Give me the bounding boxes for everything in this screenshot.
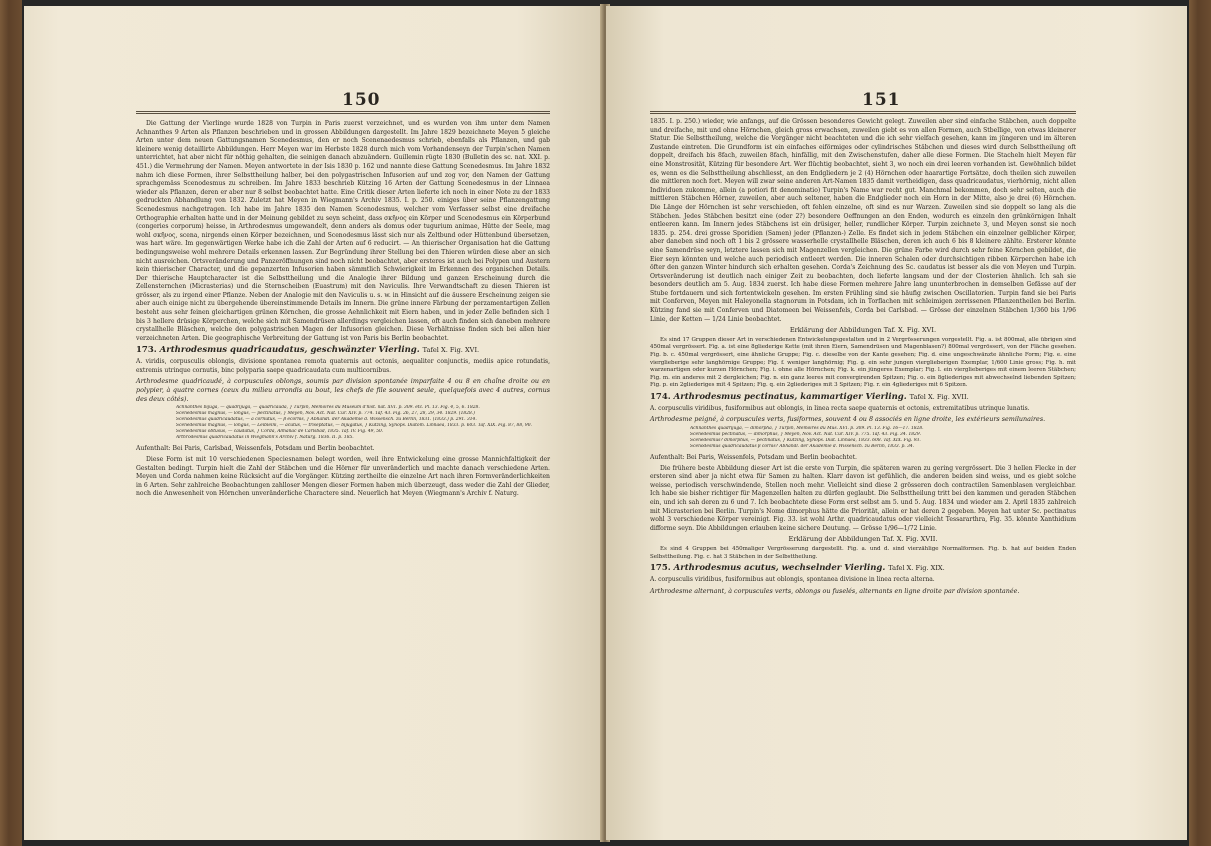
species-body-text: Die frühere beste Abbildung dieser Art ist die erste von Turpin, die späteren waren zu gering vergrössert. Die 3 hellen Flecke in der ersteren sind aber ja nicht etwa für Samen zu halten. Klarr davon ist gefühlich, die anderen beiden sind weiss, und es giebt solche weisse, periodisch verschwindende, Stellen noch mehr. Vielleicht sind diese 2 grösseren doch contractilen Samenblasen vergleichbar. Ich habe sie bisher richtiger für Magenzellen halten zu dürfen geglaubt. Die Selbsttheilung tritt bei den kammen und geraden Stäbchen ein, und ich sah deren zu 6 und 7. Ich beobachtete diese Form erst selbst am 5. und 5. Aug. 1834 und wieder am 2. April 1835 zahlreich mit Micrasterien bei Berlin. Turpin's Nome dimorphus hätte die Priorität, allein er hat deren 2 gegeben. Meyen hat unter Sc. pectinatus wohl 3 verschiedene Körper vereinigt. Fig. 33. ist wohl Arthr. quadricaudatus oder vielleicht Tessararthra, Fig. 35. könnte Xanthidium difforme seyn. Die Abbildungen erlauben keine sichere Deutung. — Grösse 1/96—1/72 Linie.: [650, 464, 1076, 532]
left-text-column: [136, 120, 550, 501]
page-number-left: 150: [342, 90, 381, 110]
species-heading-175: [650, 563, 1076, 574]
header-rule-left: [136, 111, 550, 112]
book-cover-right-edge: [1189, 0, 1211, 846]
species-body-text: Diese Form ist mit 10 verschiedenen Speciesnamen belegt worden, weil ihre Entwickelung eine grosse Mannichfaltigkeit der Gestalten bedingt. Turpin hielt die Zahl der Stäbchen und die Hörner für unveränderlich und machte danach verschiedene Arten. Meyen und Corda nahmen keine Rücksicht auf die Vorgänger. Kützing zertheilte die einzelne Art nach ihren Formveränderlichkeiten in 6 Arten. Sehr zahlreiche Beobachtungen zahlloser Mengen dieser Formen haben mich überzeugt, dass weder die Zahl der Glieder, noch die Anwesenheit von Hörnchen unveränderliche Charactere sind. Neuerlich hat Meyen (Wiegmann's Archiv f. Naturg.: [136, 456, 550, 498]
synonym-line: Scenodesmus quadricaudatus, — a cornutus, — β ecornis, } Abhandl. der Akademie d. Wissensch. zu Berlin, 1831. (1833.) p. 291. 314.: [176, 417, 477, 423]
synonym-line: Scenedesmus obtusus, — caudatus, } Corda, Almanac de Carlsbad, 1835. Taf. IV. Fig. 49, 50.: [176, 429, 384, 435]
species-name: Arthrodesmus pectinatus, kammartiger Vierling.: [673, 392, 907, 402]
right-text-column: [650, 118, 1076, 597]
habitat-note: Aufenthalt: Bei Paris, Weissenfels, Potsdam und Berlin beobachtet.: [650, 454, 857, 462]
latin-diagnosis: A. corpusculis viridibus, fusiformibus aut oblongis, spontanea divisione in linea recta alterna.: [650, 576, 935, 584]
page-number-right: 151: [862, 90, 901, 110]
synonym-line: Scenedesmus pectinatus, — dimorphus, } Meyen, Nov. Act. Nat. Cur. XIV. p. 775. Taf. 43. Fig. 34. 1829.: [690, 432, 922, 438]
intro-paragraph: Die Gattung der Vierlinge wurde 1828 von Turpin in Paris zuerst verzeichnet, und es wurden von ihm unter dem Namen Achnanthes 9 Arten als Pflanzen beschrieben und in grossen Abbildungen dargestellt. Im Jahre 1829 bezeichnete Meyen 5 gleiche Arten unter dem neuen Gattungsnamen Scenedesmus, den er noch Scenenaedesmus schrieb, ebenfalls als Pflanzen, und gab kleinere wenig detaillirte Abbildungen. Herr Meyen war im Herbste 1828 durch mich vom Vorhandenseyn der Turpin'schen Namen unterrichtet, hat aber nicht für nöthig gehalten, die seinigen danach abzuändern. Guillemin rügte 1830 (Bulletin des sc. nat. XXI. p. 451.) die Vermehrung der Namen. Meyen antwortete in der Isis 1830 p. 162 und nannte diese Gattung Scenedesmus. Im Jahre 1832 nahm ich diese Formen, ihrer Selbsttheilung halber, bei den polygastrischen Infusorien auf und zog vor, den Namen der Gattung sprachgemäss Scenodesmus zu schreiben. Im Jahre 1833 beschrieb Kützing 16 Arten der Gattung Scenedesmus in der Linnaea wieder als Pflanzen, deren er aber nur 8 selbst beobachtet hatte. Eine Critik dieser Arten lieferte ich noch in einer Note zu der 1833 gedruckten Abhandlung von 1832. Zuletzt hat Meyen in Wiegmann's Archiv 1835. I. p. 250. einiges über seine Pflanzengattung Scenedesmus nachgetragen. Ich habe im Jahre 1835 den Namen Scenodesmus, welcher vom Verfasser selbst eine dreifache Orthographie erhalten hatte und in der Meinung gebildet zu seyn scheint, dass σκῆνος ein Körper und Scenodesmus ein Körperbund (congeries corporum) heisse, in Arthrodesmus umgewandelt, denn anders als domus oder tugurium animae, Hütte der Seele, mag wohl σκῆνος, scena, nirgends einen Körper bezeichnen, und Scenodesmus lässt sich nur als Zeltbund oder Hüttenbund übersetzen, was hart wäre. Im gegenwärtigen Werke habe ich die Zahl der Arten auf 6 reducirt. — An thierischer Organisation hat die Gattung bedingungsweise wohl mehrere Details erkennen lassen. Zur Begründung ihrer Stellung bei den Thieren würden diese aber an sich nicht ausreichen. Ortsveränderung und Panzeröffnungen sind noch nicht beobachtet, aber ersteres ist auch bei Polypen und Austern kein thierischer Character, und die gepanzerten Infusorien haben sämmtlich Schwierigkeit im Erkennen des organischen Details. Der thierische Hauptcharacter ist die Selbsttheilung und die Analogie ihrer Bildung und ganzen Erscheinung durch die Zellensternchen (Micrasterias) und die Sternscheiben (Euastrum) mit den Naviculis. Ihre Verwandtschaft zu diesen Thieren ist grösser, als zu irgend einer Pflanze. Neben der Analogie mit den Naviculis u. s. w. in Hinsicht auf die äussere Erscheinung zeigen sie aber auch einige nicht zu übergehende übereinstimmende Details im Innern. Die grüne innere Färbung der perzamentartigen Zellen besteht aus sehr feinen gleichartigen grünen Körnchen, die grosse Aehnlichkeit mit Eiern haben, und in jeder Zelle befinden sich 1 bis 3 hellere drüsige Körperchen, welche sich mit Samendrüsen allerdings vergleichen lassen, oft auch finden sich daneben mehrere crystallhelle Bläschen, welche den polygastrischen Magen der Infusorien gleichen. Diese Verhältnisse finden sich bei allen hier verzeichneten Arten. Die geographische Verbreitung der Gattung ist von Paris bis Berlin beobachtet.: [136, 120, 550, 342]
latin-diagnosis: A. viridis, corpusculis oblongis, divisione spontanea remota quaternis aut octonis, aequaliter conjunctis, mediis apice rotundatis, extremis utrinque cornutis, binc polyparia saepe quadricaudata cum multicornibus.: [136, 358, 550, 374]
species-heading-174: [650, 392, 1076, 403]
synonym-line: Achnanthes bijuga, — quadrijuga, — quadricauda, } Turpin, Mémoires du Muséum d'hist. nat. XVI. p. 309. etc. Pl. 13. Fig. 4, 5, 6. 1828.: [176, 405, 480, 411]
book-cover-left-edge: [0, 0, 22, 846]
plate-reference: Tafel X. Fig. XVII.: [909, 393, 969, 401]
right-page: [606, 6, 1187, 840]
explanation-text-xvi: Es sind 17 Gruppen dieser Art in verschiedenen Entwickelungsgestalten und in 2 Vergrösserungen vorgestellt. Fig. a. ist 800mal, alle übrigen sind 450mal vergrössert. Fig. a. ist eine 8gliederige Kette (mit ihren Eiern, Samendrüsen und Magenblasen?) 800mal vergrössert, von der Fläche gesehen. Fig. b. c. 450mal vergrössert, eine ähnliche Gruppe; Fig. c. dieselbe von der Kante gesehen; Fig. d. eine ungeschwänzte ähnliche Form; Fig. e. eine vierglieberige sehr langhörnige Gruppe; Fig. f. weniger langhörnig; Fig. g. ein sehr jungen vierglieberigen Exemplar, 1/600 Linie gross; Fig. h. mit warzenartigen oder kurzen Hörnchen; Fig. i. ohne alle Hörnchen; Fig. k. ein jüngeres Exemplar; Fig. l. ein vierglieberiges mit einem leeren Stäbchen; Fig. m. ein anderes mit 2 dergleichen; Fig. n. ein ganz leeres mit convergirenden Spitzen; Fig. o. ein 8gliederiges mit abwechselnd liebenden Spitzen; Fig. p. ein 2gliederiges mit 4 Spitzen; Fig. q. ein 2gliederiges mit 3 Spitzen; Fig. r. ein 4gliederiges mit 6 Spitzen.: [650, 336, 1076, 389]
species-heading-173: [136, 345, 550, 356]
header-rule-right: [650, 111, 1076, 112]
species-name: Arthrodesmus quadricaudatus, geschwänzter Vierling.: [159, 345, 420, 356]
french-description: Arthrodesme alternant, à corpuscules verts, oblongs ou fuselés, alternants en ligne droite par division spontanée.: [650, 586, 1020, 595]
synonym-line: Achnanthes quadrijuga, — dimorpha, } Turpin, Mémoires du Mus. XVI. p. 309. Pl. 13. Fig. 16—17. 1828.: [690, 426, 924, 432]
french-description: Arthrodesme peigné, à corpuscules verts, fusiformes, souvent 4 ou 8 associés en ligne droite, les extérieurs semilunaires.: [650, 415, 1046, 424]
explanation-text-xvii: Es sind 4 Gruppen bei 450maliger Vergrösserung dargestellt. Fig. a. und d. sind vierzählige Normalformen. Fig. b. hat auf beiden Enden Selbsttheilung. Fig. c. hat 3 Stäbchen in der Selbsttheilung.: [650, 546, 1076, 560]
explanation-heading-xvi: Erklärung der Abbildungen Taf. X. Fig. XVI.: [789, 326, 937, 335]
synonym-list: [176, 405, 550, 441]
synonym-line: Scenedesmus magnus, — longus, — Leibleini, — acutus, — triseptatus, — bijugatus, } Kützing, Synops. Diatom. Linnaea, 1833. p. 603. Taf. XIX. Fig. 87, 88, 90.: [176, 423, 532, 429]
synonym-line: Arthrodesmus quadricaudatus in Wiegmann's Archiv f. Naturg. 1836. II. p. 185.: [176, 435, 354, 441]
habitat-note: Aufenthalt: Bei Paris, Carlsbad, Weissenfels, Potsdam und Berlin beobachtet.: [136, 445, 375, 453]
plate-reference: Tafel X. Fig. XIX.: [888, 564, 945, 573]
left-page: [24, 6, 604, 840]
plate-reference: Tafel X. Fig. XVI.: [422, 346, 480, 355]
species-number: 175.: [650, 563, 671, 574]
species-name: Arthrodesmus acutus, wechselnder Vierling.: [673, 563, 886, 574]
header-rule-left-double: [136, 113, 550, 114]
continuation-paragraph: 1835. I. p. 250.) wieder, wie anfangs, auf die Grössen besonderes Gewicht gelegt. Zuweilen aber sind einfache Stäbchen, auch doppelte und dreifache, mit und ohne Hörnchen, gleich gross erwachsen, zuweilen giebt es von allen Formen, auch Stbellige, von etwas kleinerer Statur. Die Selbsttheilung, welche die Vorgänger nicht beachteten und die ich sehr vielfach gesehen, kann im jüngeren und im älteren Zustande eintreten. Die Grundform ist ein einfaches eiförmiges oder cylindrisches Stäbchen und dieses wird durch Selbsttheilung oft doppelt, dreifach bis 8fach, zuweilen 8fach, hinfällig, mit den Zwischenstufen, daher alle diese Formen. Die Stacheln hielt Meyen für eine Monstrosität, Kützing für besondere Art. Wer flüchtig beobachtet, sieht 3, wo noch ein drei leeren vorhanden ist. Gewöhnlich bildet es, wenn es die Selbsttheilung abschliesst, an den Endgliedern je 2 (4) Hörnchen oder haarartige Fortsätze, doch theilen sich zuweilen die mittleren noch fort. Meyen will zwar seine anderen Art-Namen 1835 damit vertheidigen, dass quadricaudatus, vierhörnig, nicht allen Individuen zukomme, allein (a potiori fit denominatio) Turpin's Name war recht gut. Manchmal bekommen, doch sehr selten, auch die mittleren Stäbchen Hörner, zuweilen, aber auch seltener, haben die Endglieder noch ein Horn in der Mitte, also je drei (6) Hörnchen. Die Länge der Hörnchen ist sehr verschieden, oft fehlen einzelne, oft sind es nur Warzen. Zuweilen sind sie doppelt so lang als die Stäbchen. Jedes Stäbchen besitzt eine (oder 2?) besondere Oeffnungen an den Enden, wodurch es einzeln den grünkörnigen Inhalt entleeren kann. Im Innern jedes Stäbchens ist ein drüsiger, heller, rundlicher Körper. Turpin zeichnete 3, und Meyen sonst sie noch 1835. p. 254. drei grosse Sporidien (Samen) jeder (Pflanzen-) Zelle. Es findet sich in jedem Stäbchen ein einzelner gelblicher Körper, aber daneben sind noch oft 1 bis 2 grössere wasserhelle crystallhelle Bläschen, deren ich auch 6 bis 8 kleinere zählte. Ersterer könnte eine Samendrüse seyn, letztere lassen sich mit Magenzellen vergleichen. Die grüne Farbe wird durch sehr feine Körnchen gebildet, die Eier seyn könnten und welche auch periodisch entleert werden. Die inneren Schalen oder durchsichtigen ribben Körperchen habe ich öfter den ganzen Winter hindurch sich erhalten gesehen. Corda's Zeichnung des Sc. caudatus ist besser als die von Meyen und Turpin. Ortsveränderung ist deutlich nach einiger Zeit zu beobachten, doch lieferte langsam und der der Closterien ähnlich. Ich sah sie besonders deutlich am 5. Aug. 1834 zuerst. Ich habe diese Formen mehrere Jahre lang ununterbrochen in demselben Gefässe auf der Stube fortdauern und sich fortentwickeln gesehen. Im ersten Frühling sind sie häufig zwischen Oscillatorien. Turpin fand sie bei Paris mit Conferven, Meyen mit Haleyonella stagnorum in Potsdam, ich in Torflachen mit schleimigen zerrissenen Pflanzentheilen bei Berlin. Kützing fand sie mit Conferven und Diatomeen bei Weissenfels, Corda bei Carlsbad. — Grösse der einzelnen Stäbchen 1/360 bis 1/96 Linie, der Ketten — 1/24 Linie beobachtet.: [650, 118, 1076, 323]
explanation-heading-xvii: Erklärung der Abbildungen Taf. X. Fig. XVII.: [788, 535, 938, 544]
synonym-list: [690, 426, 1076, 450]
synonym-line: Scenodesmus quadricaudatus β cornis? Abhandl. der Akademie d. Wissensch. zu Berlin, 1833. p. 34.: [690, 444, 915, 450]
species-number: 174.: [650, 392, 671, 402]
french-description: Arthrodesme quadricaudé, à corpuscules oblongs, soumis par division spontanée imparfaite 4 ou 8 en chaîne droite ou en polypier, à quatre cornes (ceux du milieu arrondis au bout, les chefs de file souvent seule, quelquefois avec 4 autres, cornus des deux côtés).: [136, 377, 550, 403]
synonym-line: Scenedesmus magnus, — longus, — pectinatus, } Meyen, Nov. Act. Nat. Cur. XIV. p. 774. Taf. 43. Fig. 26, 27, 28, 29, 34. 1829. (1828.): [176, 411, 475, 417]
latin-diagnosis: A. corpusculis viridibus, fusiformibus aut oblongis, in linea recta saepe quaternis et octonis, extremitatibus utrinque lunatis.: [650, 405, 1030, 412]
header-rule-right-double: [650, 113, 1076, 114]
synonym-line: Scenedesmus? dimorphus, — pectinatus, } Kützing, Synops. Diat. Linnaea, 1833. 608. Taf. XIX. Fig. 93.: [690, 438, 921, 444]
species-number: 173.: [136, 345, 157, 356]
